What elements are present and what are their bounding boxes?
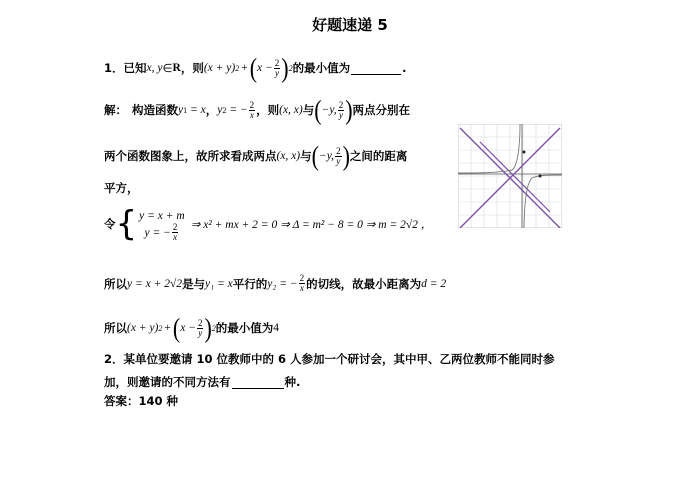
problem-2-answer: 答案：140 种 bbox=[104, 394, 179, 408]
graph-point-a bbox=[523, 151, 526, 154]
solution-line-6: 所以 (x + y) 2 + ( x − $\frac{2}{y}$ ) 2 的最小值为 4 bbox=[104, 311, 280, 343]
problem-1-statement: 1． 已知 x, y ∈ R ，则 (x + y) 2 + ( x − $\frac{2}{y}$ ) 2 的最小值为 . bbox=[104, 51, 407, 83]
graph-point-b bbox=[539, 175, 542, 178]
solution-line-5: 所以 y = x + 2√2 是与 y₁ = x 平行的 y₂ = − $\frac{2}{x}$ 的切线，故最小距离为 d = 2 bbox=[104, 273, 447, 293]
function-graph bbox=[458, 124, 562, 228]
solution-line-3: 平方， bbox=[104, 181, 139, 195]
solution-line-2: 两个函数图象上，故所求看成两点 (x, x) 与 ( −y, $\frac{2}{y}$ ) 之间的距离 bbox=[104, 139, 408, 171]
page-title: 好题速递 5 bbox=[312, 16, 388, 34]
answer-blank-1[interactable] bbox=[351, 62, 401, 75]
solution-label: 解： bbox=[104, 103, 127, 117]
derivation-chain: ⇒ x² + mx + 2 = 0 ⇒ Δ = m² − 8 = 0 ⇒ m = 2√2 ， bbox=[190, 219, 433, 231]
problem-1-number: 1． bbox=[104, 61, 124, 75]
system-brace: { bbox=[115, 204, 138, 244]
solution-line-4-system: 令 { y = x + m y = − $\frac{2}{x}$ ⇒ x² + mx + 2 = 0 ⇒ Δ = m² − 8 = 0 ⇒ m = 2√2 ， bbox=[104, 204, 433, 244]
fraction-2-over-y: $\frac{2}{y}$ bbox=[274, 57, 280, 78]
expr-x-plus-y-squared: (x + y) 2 + ( x − $\frac{2}{y}$ ) 2 bbox=[203, 51, 293, 83]
problem-2-line-2: 加，则邀请的不同方法有 种. bbox=[104, 375, 301, 389]
problem-2-line-1: 2．某单位要邀请 10 位教师中的 6 人参加一个研讨会，其中甲、乙两位教师不能同时参 bbox=[104, 352, 555, 366]
answer-blank-2[interactable] bbox=[232, 376, 284, 389]
solution-line-1: 解： 构造函数 y 1 = x ， y 2 = − $\frac{2}{x}$ ，则 (x, x) 与 ( −y, $\frac{2}{y}$ ) 两点分别在 bbox=[104, 93, 411, 125]
